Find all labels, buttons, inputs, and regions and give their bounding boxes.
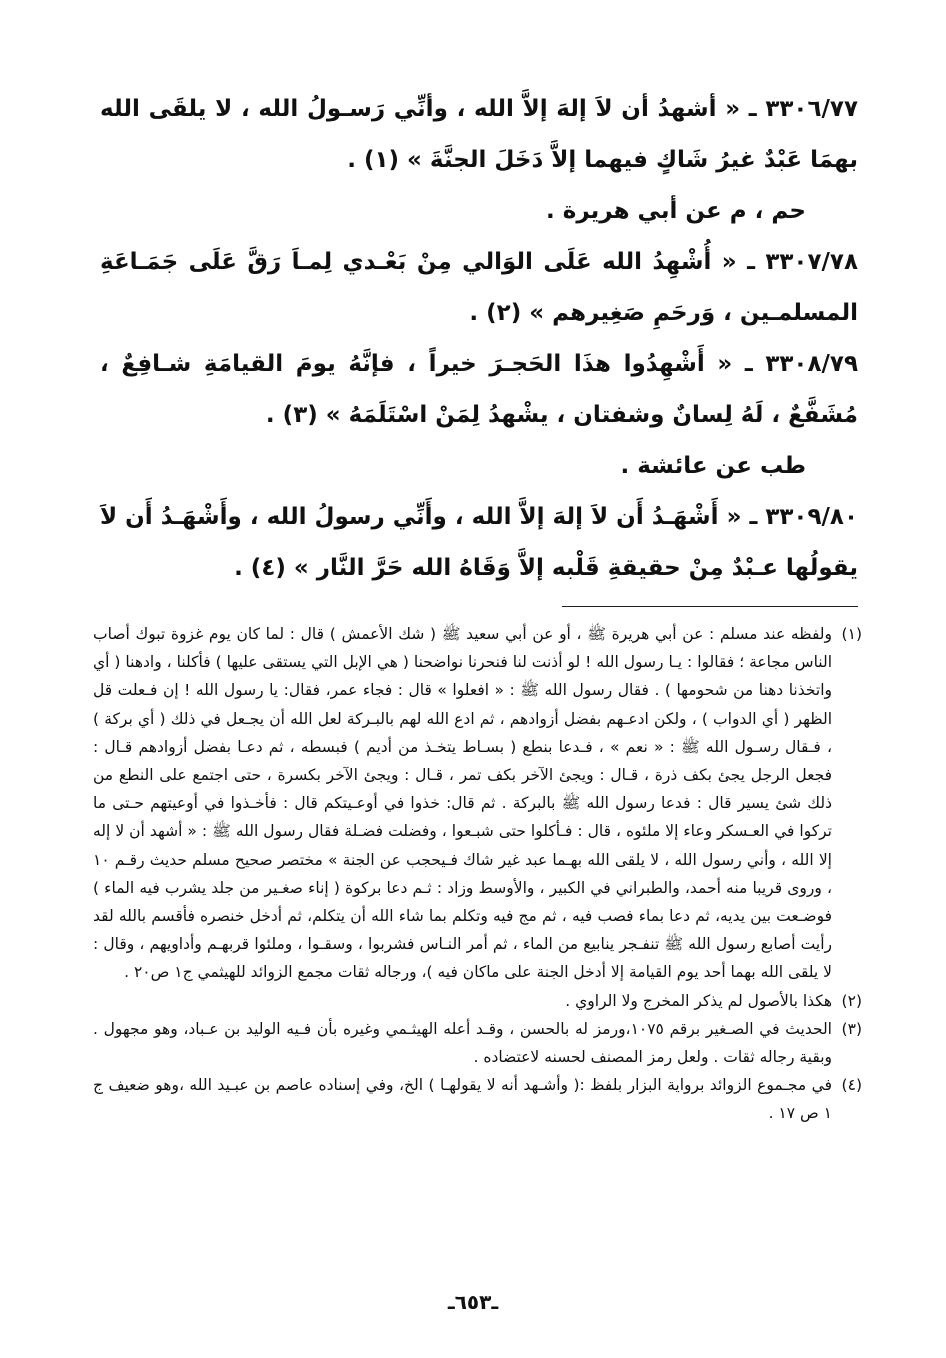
hadith-3308-source: طب عن عائشة . xyxy=(620,453,806,479)
footnote-1 xyxy=(93,620,862,987)
footnote-text: ولفظه عند مسلم : عن أبي هريرة ﷺ ، أو عن أبي سعيد ﷺ ( شك الأعمش ) قال : لما كان يوم غزوة تبوك أصاب الناس مجاعة ؛ فقالوا : يـا رسول الله ! لو أذنت لنا فنحرنا نواضحنا ( هي الإبل التي يستقى عليها ) فأكلنا ، وادهنا ( أي واتخذنا دهنا من شحومها ) . فقال رسول الله ﷺ : « افعلوا » قال : فجاء عمر، فقال: يا رسول الله ! إن فـعلت قل الظهر ( أي الدواب ) ، ولكن ادعـهم بفضل أزوادهم ، ثم ادع الله لهم بالبـركة لعل الله أن يجـعل في ذلك ( أي بركة ) ، فـقال رسـول الله ﷺ : « نعم » ، فـدعا بنطع ( بسـاط يتخـذ من أديم ) فبسطه ، ثم دعـا بفضل أزوادهم قـال : فجعل الرجل يجئ بكف ذرة ، قـال : ويجئ الآخر بكف تمر ، قـال : ويجئ الآخر بكسرة ، حتى اجتمع على النطع من ذلك شئ يسير قال : فدعا رسول الله ﷺ بالبركة . ثم قال: خذوا في أوعـيتكم قال : فأخـذوا في أوعيتهم حـتى ما تركوا في العـسكر وعاء إلا ملئوه ، قال : فـأكلوا حتى شبـعوا ، وفضلت فضـلة فقال رسول الله ﷺ : « أشهد أن لا إله إلا الله ، وأني رسول الله ، لا يلقى الله بهـما عبد غير شاك فـيحجب عن الجنة » مختصر صحيح مسلم حديث رقـم ١٠ ، وروى قريبا منه أحمد، والطبراني في الكبير ، والأوسط وزاد : ثـم دعا بركوة ( إناء صغـير من جلد يشرب فيه الماء ) فوضـعت بين يديه، ثم دعا بماء فصب فيه ، ثم مج فيه وتكلم بما شاء الله أن يتكلم، ثم أدخل خنصره فأقسم بالله لقد رأيت أصابع رسول الله ﷺ تنفـجر ينابيع من الماء ، ثم أمر النـاس فشربوا ، وسقـوا ، وملئوا قربهـم وأداويهم ، وقال : لا يلقى الله بهما أحد يوم القيامة إلا أدخل الجنة على ماكان فيه )، ورجاله ثقات مجمع الزوائد للهيثمي ج١ ص٢٠ . xyxy=(93,625,832,982)
footnote-text: في مجـموع الزوائد برواية البزار بلفظ :( وأشـهد أنه لا يقولهـا ) الخ، وفي إسناده عاصم بن عبـيد الله ،وهو ضعيف ج ١ ص ١٧ . xyxy=(93,1076,832,1123)
footnote-2 xyxy=(93,987,862,1015)
hadith-3309: ٣٣٠٩/٨٠ ـ « أَشْهَـدُ أَن لاَ إلهَ إلاَّ الله ، وأَنِّي رسولُ الله ، وأَشْهَـدُ أَن لاَ يقولُها عـبْدٌ مِنْ حقيقةِ قَلْبه إلاَّ وَقَاهُ الله حَرَّ النَّار » (٤) . xyxy=(100,504,858,581)
page-number: ـ٦٥٣ـ xyxy=(447,1290,499,1314)
hadith-3306: ٣٣٠٦/٧٧ ـ « أشهدُ أن لاَ إلهَ إلاَّ الله ، وأنِّي رَسـولُ الله ، لا يلقَى الله بهمَا عَبْدٌ غيرُ شَاكٍ فيهما إلاَّ دَخَلَ الجنَّةَ » (١) . xyxy=(100,96,858,173)
footnote-divider xyxy=(562,606,858,607)
hadith-3306-source: حم ، م عن أبي هريرة . xyxy=(546,198,806,224)
hadith-3308: ٣٣٠٨/٧٩ ـ « أَشْهِدُوا هذَا الحَجـرَ خيراً ، فإنَّهُ يومَ القيامَةِ شـافِعٌ ، مُشَفَّعٌ ، لَهُ لِسانٌ وشفتان ، يشْهدُ لِمَنْ اسْتَلَمَهُ » (٣) . xyxy=(100,351,858,428)
footnote-text: الحديث في الصـغير برقم ١٠٧٥،ورمز له بالحسن ، وقـد أعله الهيثـمي وغيره بأن فـيه الوليد بن عـباد، وهو مجهول . وبقية رجاله ثقات . ولعل رمز المصنف لحسنه لاعتضاده . xyxy=(93,1019,832,1067)
footnote-text: هكذا بالأصول لم يذكر المخرج ولا الراوي . xyxy=(565,991,832,1010)
hadith-3307: ٣٣٠٧/٧٨ ـ « أُشْهِدُ الله عَلَى الوَالي مِنْ بَعْـدي لِمـاَ رَقَّ عَلَى جَمَـاعَةِ المسلمـين ، وَرحَمِ صَغِيرهم » (٢) . xyxy=(100,249,858,326)
footnote-number: (٢) xyxy=(841,991,862,1010)
footnote-number: (١) xyxy=(841,625,862,643)
footnote-4 xyxy=(93,1071,862,1127)
footnote-number: (٤) xyxy=(841,1076,862,1095)
footnote-3 xyxy=(93,1015,862,1071)
footnotes xyxy=(93,620,862,1128)
footnote-number: (٣) xyxy=(841,1019,862,1038)
main-text xyxy=(100,84,858,594)
